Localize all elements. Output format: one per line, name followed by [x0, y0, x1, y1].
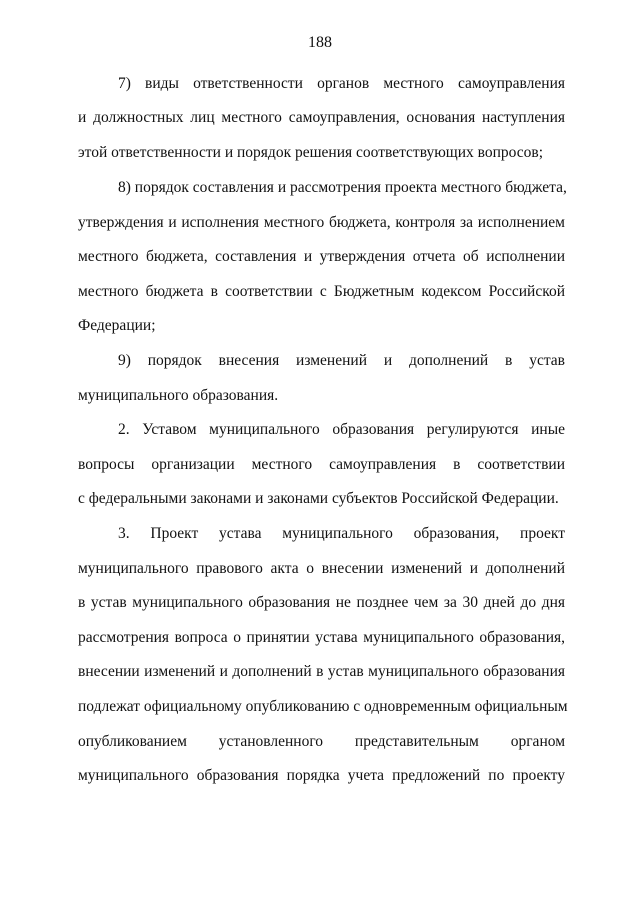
- text-line: муниципального правового акта о внесении изменений и дополнений: [78, 560, 565, 577]
- text-line: утверждения и исполнения местного бюджета, контроля за исполнением: [78, 214, 565, 231]
- text-line: 3. Проект устава муниципального образования, проект: [118, 525, 565, 542]
- text-line: и должностных лиц местного самоуправления, основания наступления: [78, 109, 565, 126]
- text-line: муниципального образования порядка учета предложений по проекту: [78, 767, 565, 784]
- text-line: этой ответственности и порядок решения соответствующих вопросов;: [78, 144, 544, 161]
- text-line: 7) виды ответственности органов местного самоуправления: [118, 75, 565, 92]
- text-line: Федерации;: [78, 317, 156, 334]
- text-line: 9) порядок внесения изменений и дополнений в устав: [118, 352, 565, 369]
- page-number: 188: [308, 34, 332, 51]
- text-line: с федеральными законами и законами субъектов Российской Федерации.: [78, 490, 559, 507]
- text-line: подлежат официальному опубликованию с одновременным официальным: [78, 698, 568, 715]
- text-line: в устав муниципального образования не позднее чем за 30 дней до дня: [78, 594, 565, 611]
- text-line: опубликованием установленного представительным органом: [78, 733, 565, 750]
- text-line: муниципального образования.: [78, 387, 279, 404]
- text-line: рассмотрения вопроса о принятии устава муниципального образования,: [78, 629, 565, 646]
- text-line: местного бюджета в соответствии с Бюджетным кодексом Российской: [78, 283, 565, 300]
- text-line: внесении изменений и дополнений в устав муниципального образования: [78, 663, 565, 680]
- text-line: 2. Уставом муниципального образования регулируются иные: [118, 421, 565, 438]
- text-line: вопросы организации местного самоуправления в соответствии: [78, 456, 565, 473]
- text-line: местного бюджета, составления и утверждения отчета об исполнении: [78, 248, 565, 265]
- text-line: 8) порядок составления и рассмотрения проекта местного бюджета,: [118, 179, 567, 196]
